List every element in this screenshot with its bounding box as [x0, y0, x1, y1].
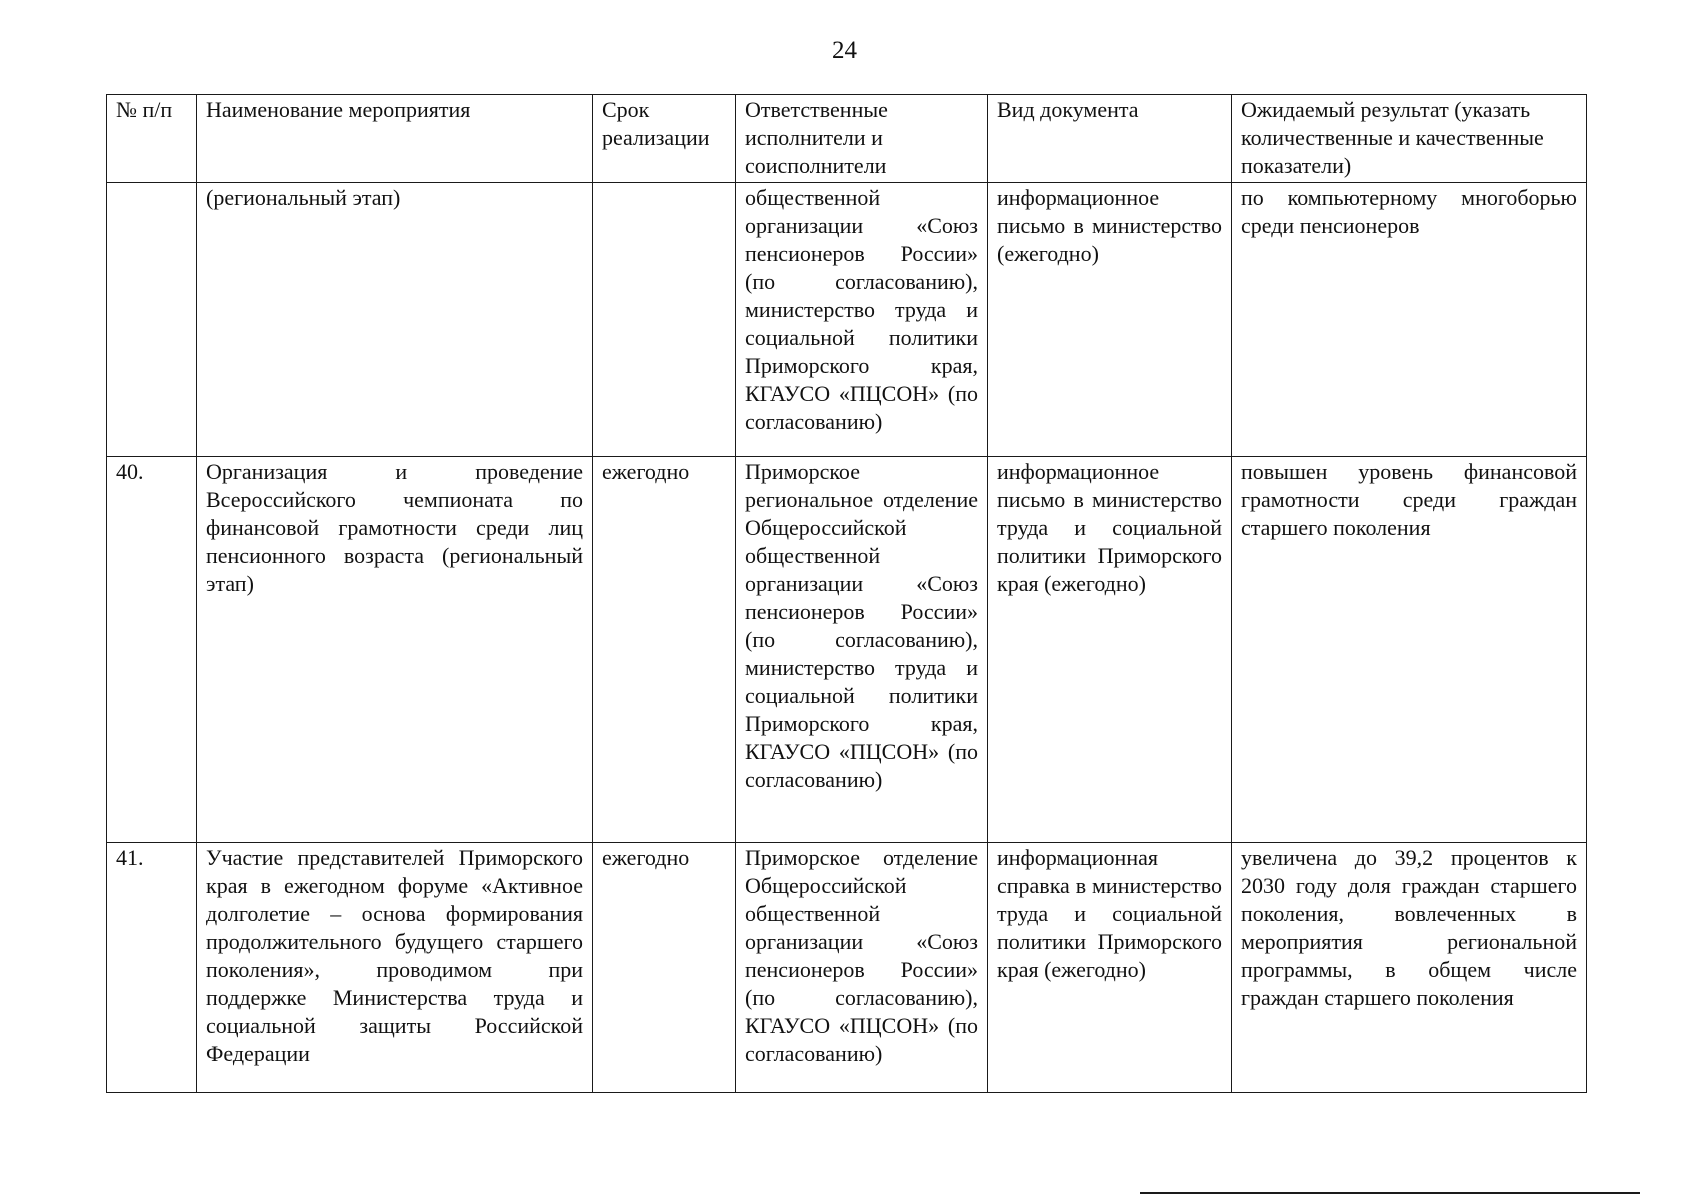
executors: Приморское отделение Общероссийской общественной организации «Союз пенсионеров России» (по согласованию), КГАУСО «ПЦСОН» (по согласованию): [736, 843, 988, 1093]
term: [593, 183, 736, 457]
expected-result: увеличена до 39,2 процентов к 2030 году доля граждан старшего поколения, вовлеченных в мероприятия региональной программы, в общем числе граждан старшего поколения: [1232, 843, 1587, 1093]
activity-name: Организация и проведение Всероссийского чемпионата по финансовой грамотности среди лиц пенсионного возраста (региональный этап): [197, 457, 593, 843]
header-term: Срок реализации: [593, 95, 736, 183]
document-type: информационное письмо в министерство (ежегодно): [988, 183, 1232, 457]
row-number: 40.: [107, 457, 197, 843]
bottom-divider: [1140, 1192, 1640, 1194]
executors: Приморское региональное отделение Общероссийской общественной организации «Союз пенсионеров России» (по согласованию), министерство труда и социальной политики Приморского края, КГАУСО «ПЦСОН» (по согласованию): [736, 457, 988, 843]
row-number: [107, 183, 197, 457]
expected-result: повышен уровень финансовой грамотности среди граждан старшего поколения: [1232, 457, 1587, 843]
header-document-type: Вид документа: [988, 95, 1232, 183]
table-row: [107, 843, 1587, 1093]
executors: общественной организации «Союз пенсионеров России» (по согласованию), министерство труда и социальной политики Приморского края, КГАУСО «ПЦСОН» (по согласованию): [736, 183, 988, 457]
table-row: [107, 183, 1587, 457]
term: ежегодно: [593, 843, 736, 1093]
document-type: информационная справка в министерство труда и социальной политики Приморского края (ежегодно): [988, 843, 1232, 1093]
expected-result: по компьютерному многоборью среди пенсионеров: [1232, 183, 1587, 457]
header-activity-name: Наименование мероприятия: [197, 95, 593, 183]
header-number: № п/п: [107, 95, 197, 183]
table-header-row: [107, 95, 1587, 183]
activities-table: [106, 94, 1587, 1093]
header-expected-result: Ожидаемый результат (указать количественные и качественные показатели): [1232, 95, 1587, 183]
row-number: 41.: [107, 843, 197, 1093]
header-executors: Ответственные исполнители и соисполнители: [736, 95, 988, 183]
page-number: 24: [832, 37, 857, 64]
activity-name: (региональный этап): [197, 183, 593, 457]
document-type: информационное письмо в министерство труда и социальной политики Приморского края (ежегодно): [988, 457, 1232, 843]
activity-name: Участие представителей Приморского края в ежегодном форуме «Активное долголетие – основа формирования продолжительного будущего старшего поколения», проводимом при поддержке Министерства труда и социальной защиты Российской Федерации: [197, 843, 593, 1093]
term: ежегодно: [593, 457, 736, 843]
table-row: [107, 457, 1587, 843]
